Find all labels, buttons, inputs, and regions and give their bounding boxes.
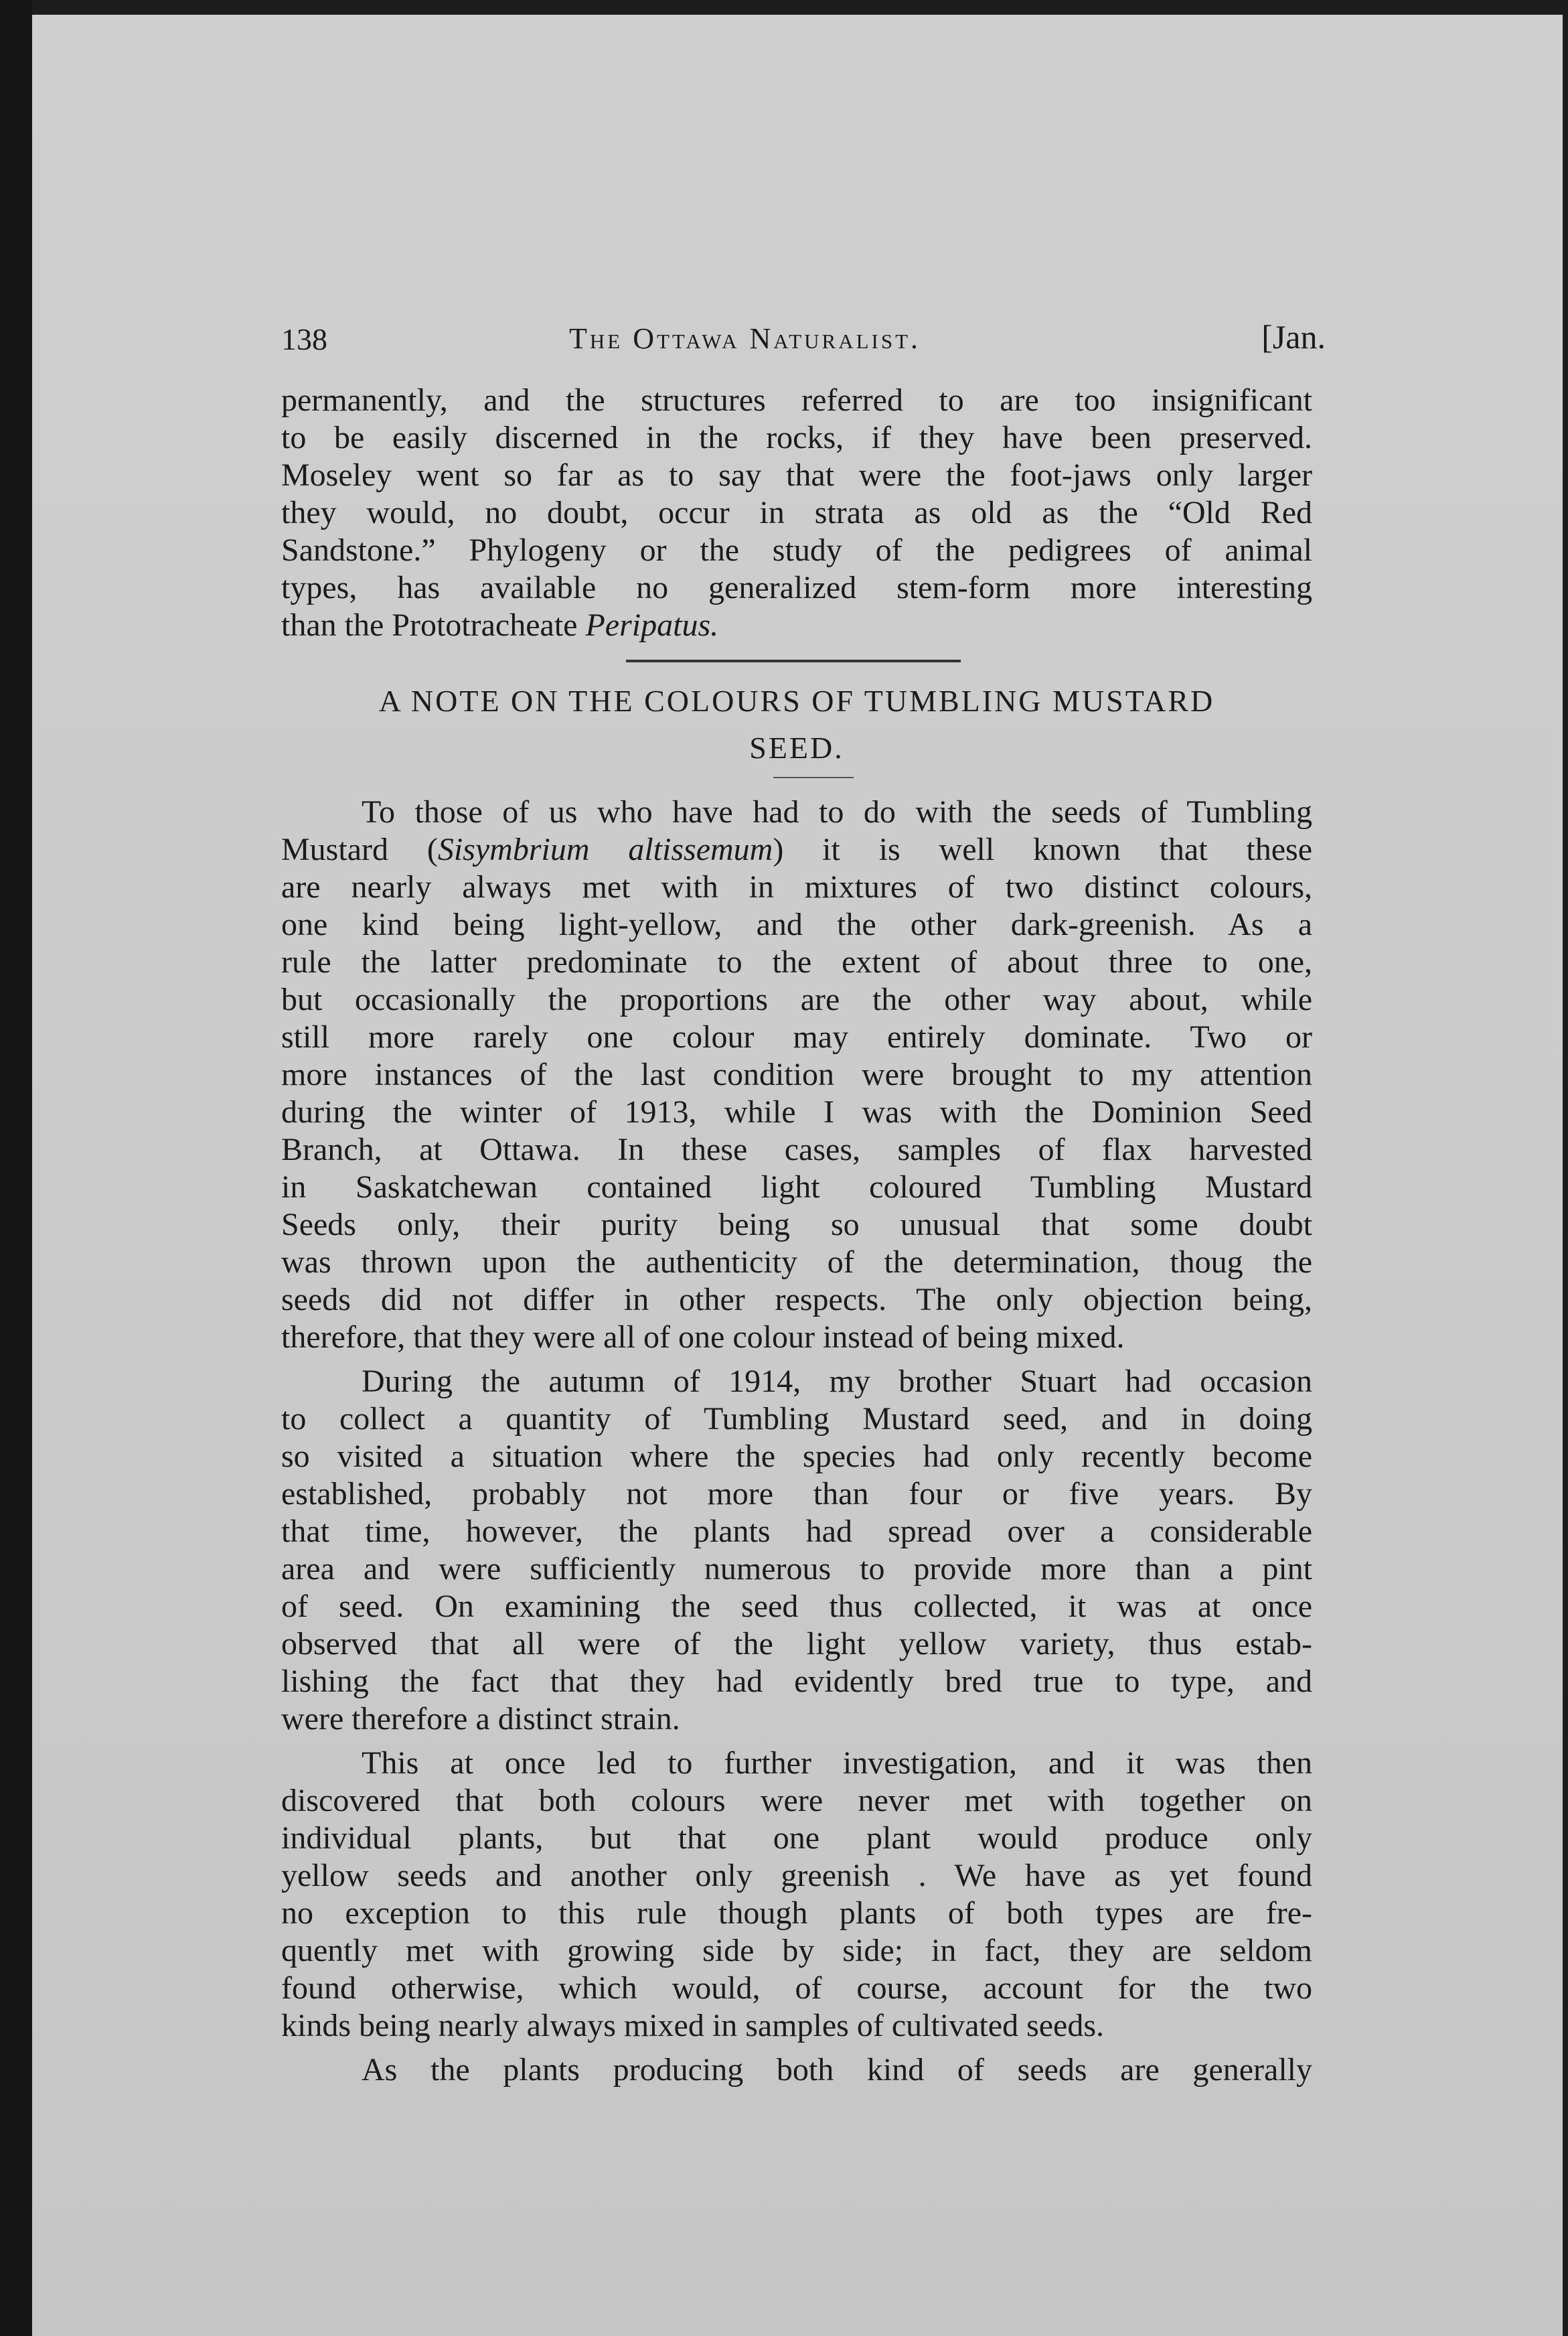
text-line: to be easily discerned in the rocks, if they have been preserved.	[281, 420, 1312, 455]
text-line: observed that all were of the light yellow variety, thus estab-	[281, 1626, 1312, 1662]
text-line: yellow seeds and another only greenish . We have as yet found	[281, 1858, 1312, 1893]
text-line: but occasionally the proportions are the other way about, while	[281, 982, 1312, 1017]
page-number: 138	[281, 322, 327, 356]
text-line: were therefore a distinct strain.	[281, 1701, 680, 1737]
text-line: found otherwise, which would, of course, account for the two	[281, 1970, 1312, 2006]
text-line: they would, no doubt, occur in strata as old as the “Old Red	[281, 495, 1312, 530]
text-fragment: ) it is well known that these	[773, 832, 1312, 867]
italic-term: Peripatus.	[585, 607, 719, 643]
species-name: Sisymbrium altissemum	[437, 832, 773, 867]
issue-mark: [Jan.	[1261, 318, 1326, 356]
text-line: discovered that both colours were never met with together on	[281, 1783, 1312, 1818]
text-line: during the winter of 1913, while I was with the Dominion Seed	[281, 1094, 1312, 1130]
text-line: types, has available no generalized stem-form more interesting	[281, 570, 1312, 605]
text-line: Moseley went so far as to say that were the foot-jaws only larger	[281, 457, 1312, 493]
text-line: This at once led to further investigation, and it was then	[362, 1745, 1312, 1781]
text-line: established, probably not more than four or five years. By	[281, 1476, 1312, 1512]
text-fragment: than the Prototracheate	[281, 607, 578, 643]
text-line: more instances of the last condition were brought to my attention	[281, 1057, 1312, 1092]
title-underline	[773, 777, 854, 778]
text-line: During the autumn of 1914, my brother Stuart had occasion	[362, 1364, 1312, 1399]
text-line: of seed. On examining the seed thus collected, it was at once	[281, 1589, 1312, 1624]
text-line: Sandstone.” Phylogeny or the study of the pedigrees of animal	[281, 532, 1312, 568]
text-line: area and were sufficiently numerous to provide more than a pint	[281, 1551, 1312, 1587]
text-line: no exception to this rule though plants of both types are fre-	[281, 1895, 1312, 1931]
text-line: still more rarely one colour may entirely dominate. Two or	[281, 1019, 1312, 1055]
text-line	[281, 831, 1312, 869]
text-line: Branch, at Ottawa. In these cases, samples of flax harvested	[281, 1132, 1312, 1167]
running-title: The Ottawa Naturalist.	[569, 322, 921, 355]
text-fragment: Mustard (	[281, 832, 438, 867]
text-line: Seeds only, their purity being so unusual that some doubt	[281, 1207, 1312, 1242]
page-edge-shadow	[0, 0, 32, 2336]
text-line: are nearly always met with in mixtures of two distinct colours,	[281, 869, 1312, 905]
section-divider	[626, 660, 961, 662]
text-line: seeds did not differ in other respects. The only objection being,	[281, 1282, 1312, 1317]
text-line: permanently, and the structures referred to are too insignificant	[281, 382, 1312, 418]
text-line: quently met with growing side by side; in fact, they are seldom	[281, 1933, 1312, 1968]
article-title-line-1: A NOTE ON THE COLOURS OF TUMBLING MUSTARD	[378, 684, 1215, 718]
text-line-last	[281, 607, 1312, 644]
text-line: As the plants producing both kind of seeds are generally	[362, 2052, 1312, 2088]
text-line: was thrown upon the authenticity of the determination, thoug the	[281, 1244, 1312, 1280]
running-header	[281, 318, 1326, 362]
text-line: kinds being nearly always mixed in samples of cultivated seeds.	[281, 2008, 1105, 2043]
text-line: to collect a quantity of Tumbling Mustard seed, and in doing	[281, 1401, 1312, 1437]
text-line: that time, however, the plants had spread over a considerable	[281, 1514, 1312, 1549]
text-line: individual plants, but that one plant would produce only	[281, 1820, 1312, 1856]
text-line: so visited a situation where the species had only recently become	[281, 1439, 1312, 1474]
text-line: rule the latter predominate to the extent of about three to one,	[281, 944, 1312, 980]
text-line: lishing the fact that they had evidently bred true to type, and	[281, 1664, 1312, 1699]
text-line: one kind being light-yellow, and the other dark-greenish. As a	[281, 907, 1312, 942]
text-line: To those of us who have had to do with the seeds of Tumbling	[362, 794, 1312, 830]
text-line: therefore, that they were all of one colour instead of being mixed.	[281, 1319, 1125, 1355]
text-line: in Saskatchewan contained light coloured Tumbling Mustard	[281, 1169, 1312, 1205]
article-title-line-2: SEED.	[749, 731, 844, 765]
